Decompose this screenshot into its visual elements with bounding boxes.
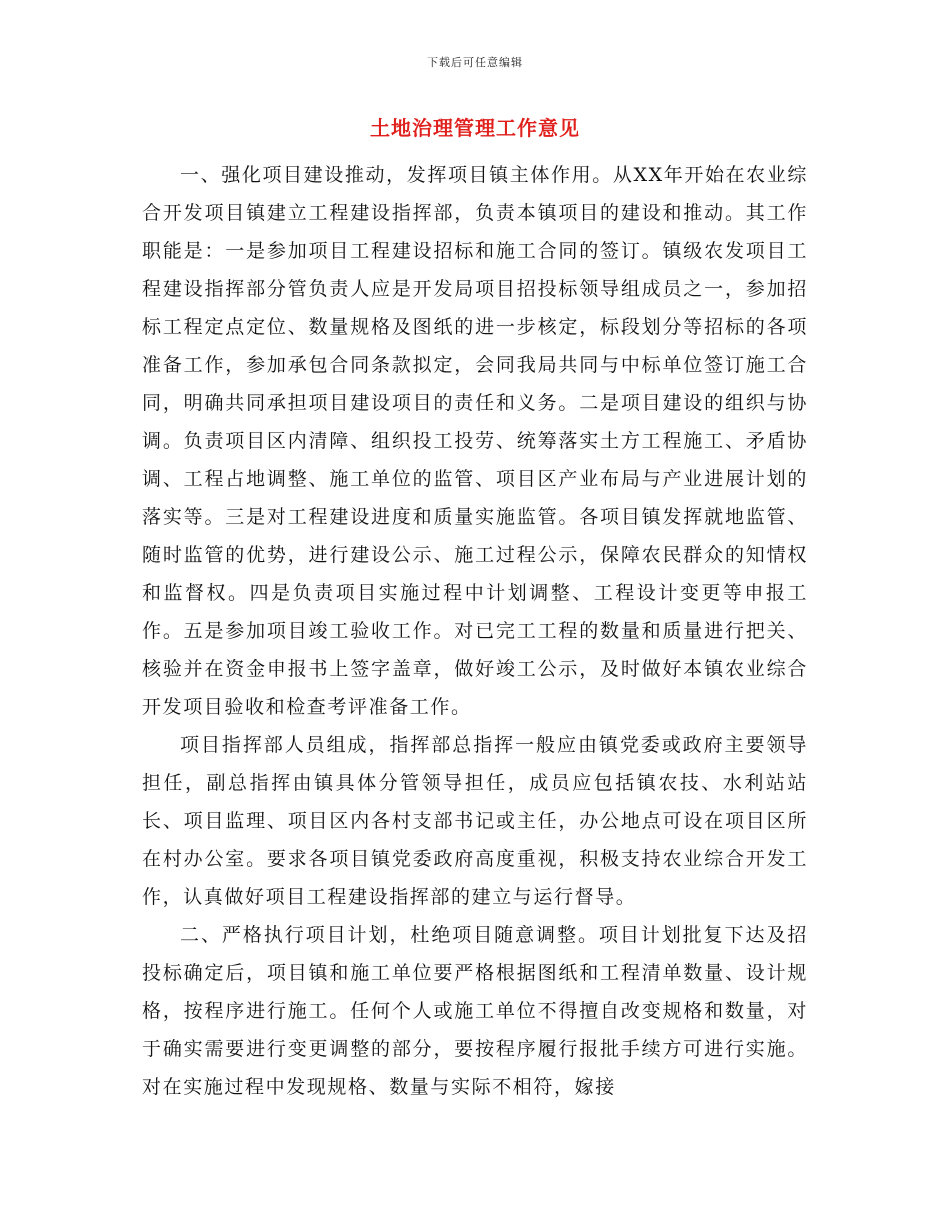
document-title: 土地治理管理工作意见 [370,116,580,140]
document-body [142,156,808,1106]
paragraph-2: 项目指挥部人员组成，指挥部总指挥一般应由镇党委或政府主要领导担任，副总指挥由镇具体分管领导担任，成员应包括镇农技、水利站站长、项目监理、项目区内各村支部书记或主任，办公地点可设在项目区所在村办公室。要求各项目镇党委政府高度重视，积极支持农业综合开发工作，认真做好项目工程建设指挥部的建立与运行督导。 [142,734,808,908]
paragraph-1: 一、强化项目建设推动，发挥项目镇主体作用。从XX年开始在农业综合开发项目镇建立工程建设指挥部，负责本镇项目的建设和推动。其工作职能是：一是参加项目工程建设招标和施工合同的签订。镇级农发项目工程建设指挥部分管负责人应是开发局项目招投标领导组成员之一，参加招标工程定点定位、数量规格及图纸的进一步核定，标段划分等招标的各项准备工作，参加承包合同条款拟定，会同我局共同与中标单位签订施工合同，明确共同承担项目建设项目的责任和义务。二是项目建设的组织与协调。负责项目区内清障、组织投工投劳、统筹落实土方工程施工、矛盾协调、工程占地调整、施工单位的监管、项目区产业布局与产业进展计划的落实等。三是对工程建设进度和质量实施监管。各项目镇发挥就地监管、随时监管的优势，进行建设公示、施工过程公示，保障农民群众的知情权和监督权。四是负责项目实施过程中计划调整、工程设计变更等申报工作。五是参加项目竣工验收工作。对已完工工程的数量和质量进行把关、核验并在资金申报书上签字盖章，做好竣工公示，及时做好本镇农业综合开发项目验收和检查考评准备工作。 [142,164,808,718]
header-note: 下载后可任意编辑 [427,56,523,69]
paragraph-3: 二、严格执行项目计划，杜绝项目随意调整。项目计划批复下达及招投标确定后，项目镇和施工单位要严格根据图纸和工程清单数量、设计规格，按程序进行施工。任何个人或施工单位不得擅自改变规格和数量，对于确实需要进行变更调整的部分，要按程序履行报批手续方可进行实施。对在实施过程中发现规格、数量与实际不相符，嫁接 [142,924,808,1098]
